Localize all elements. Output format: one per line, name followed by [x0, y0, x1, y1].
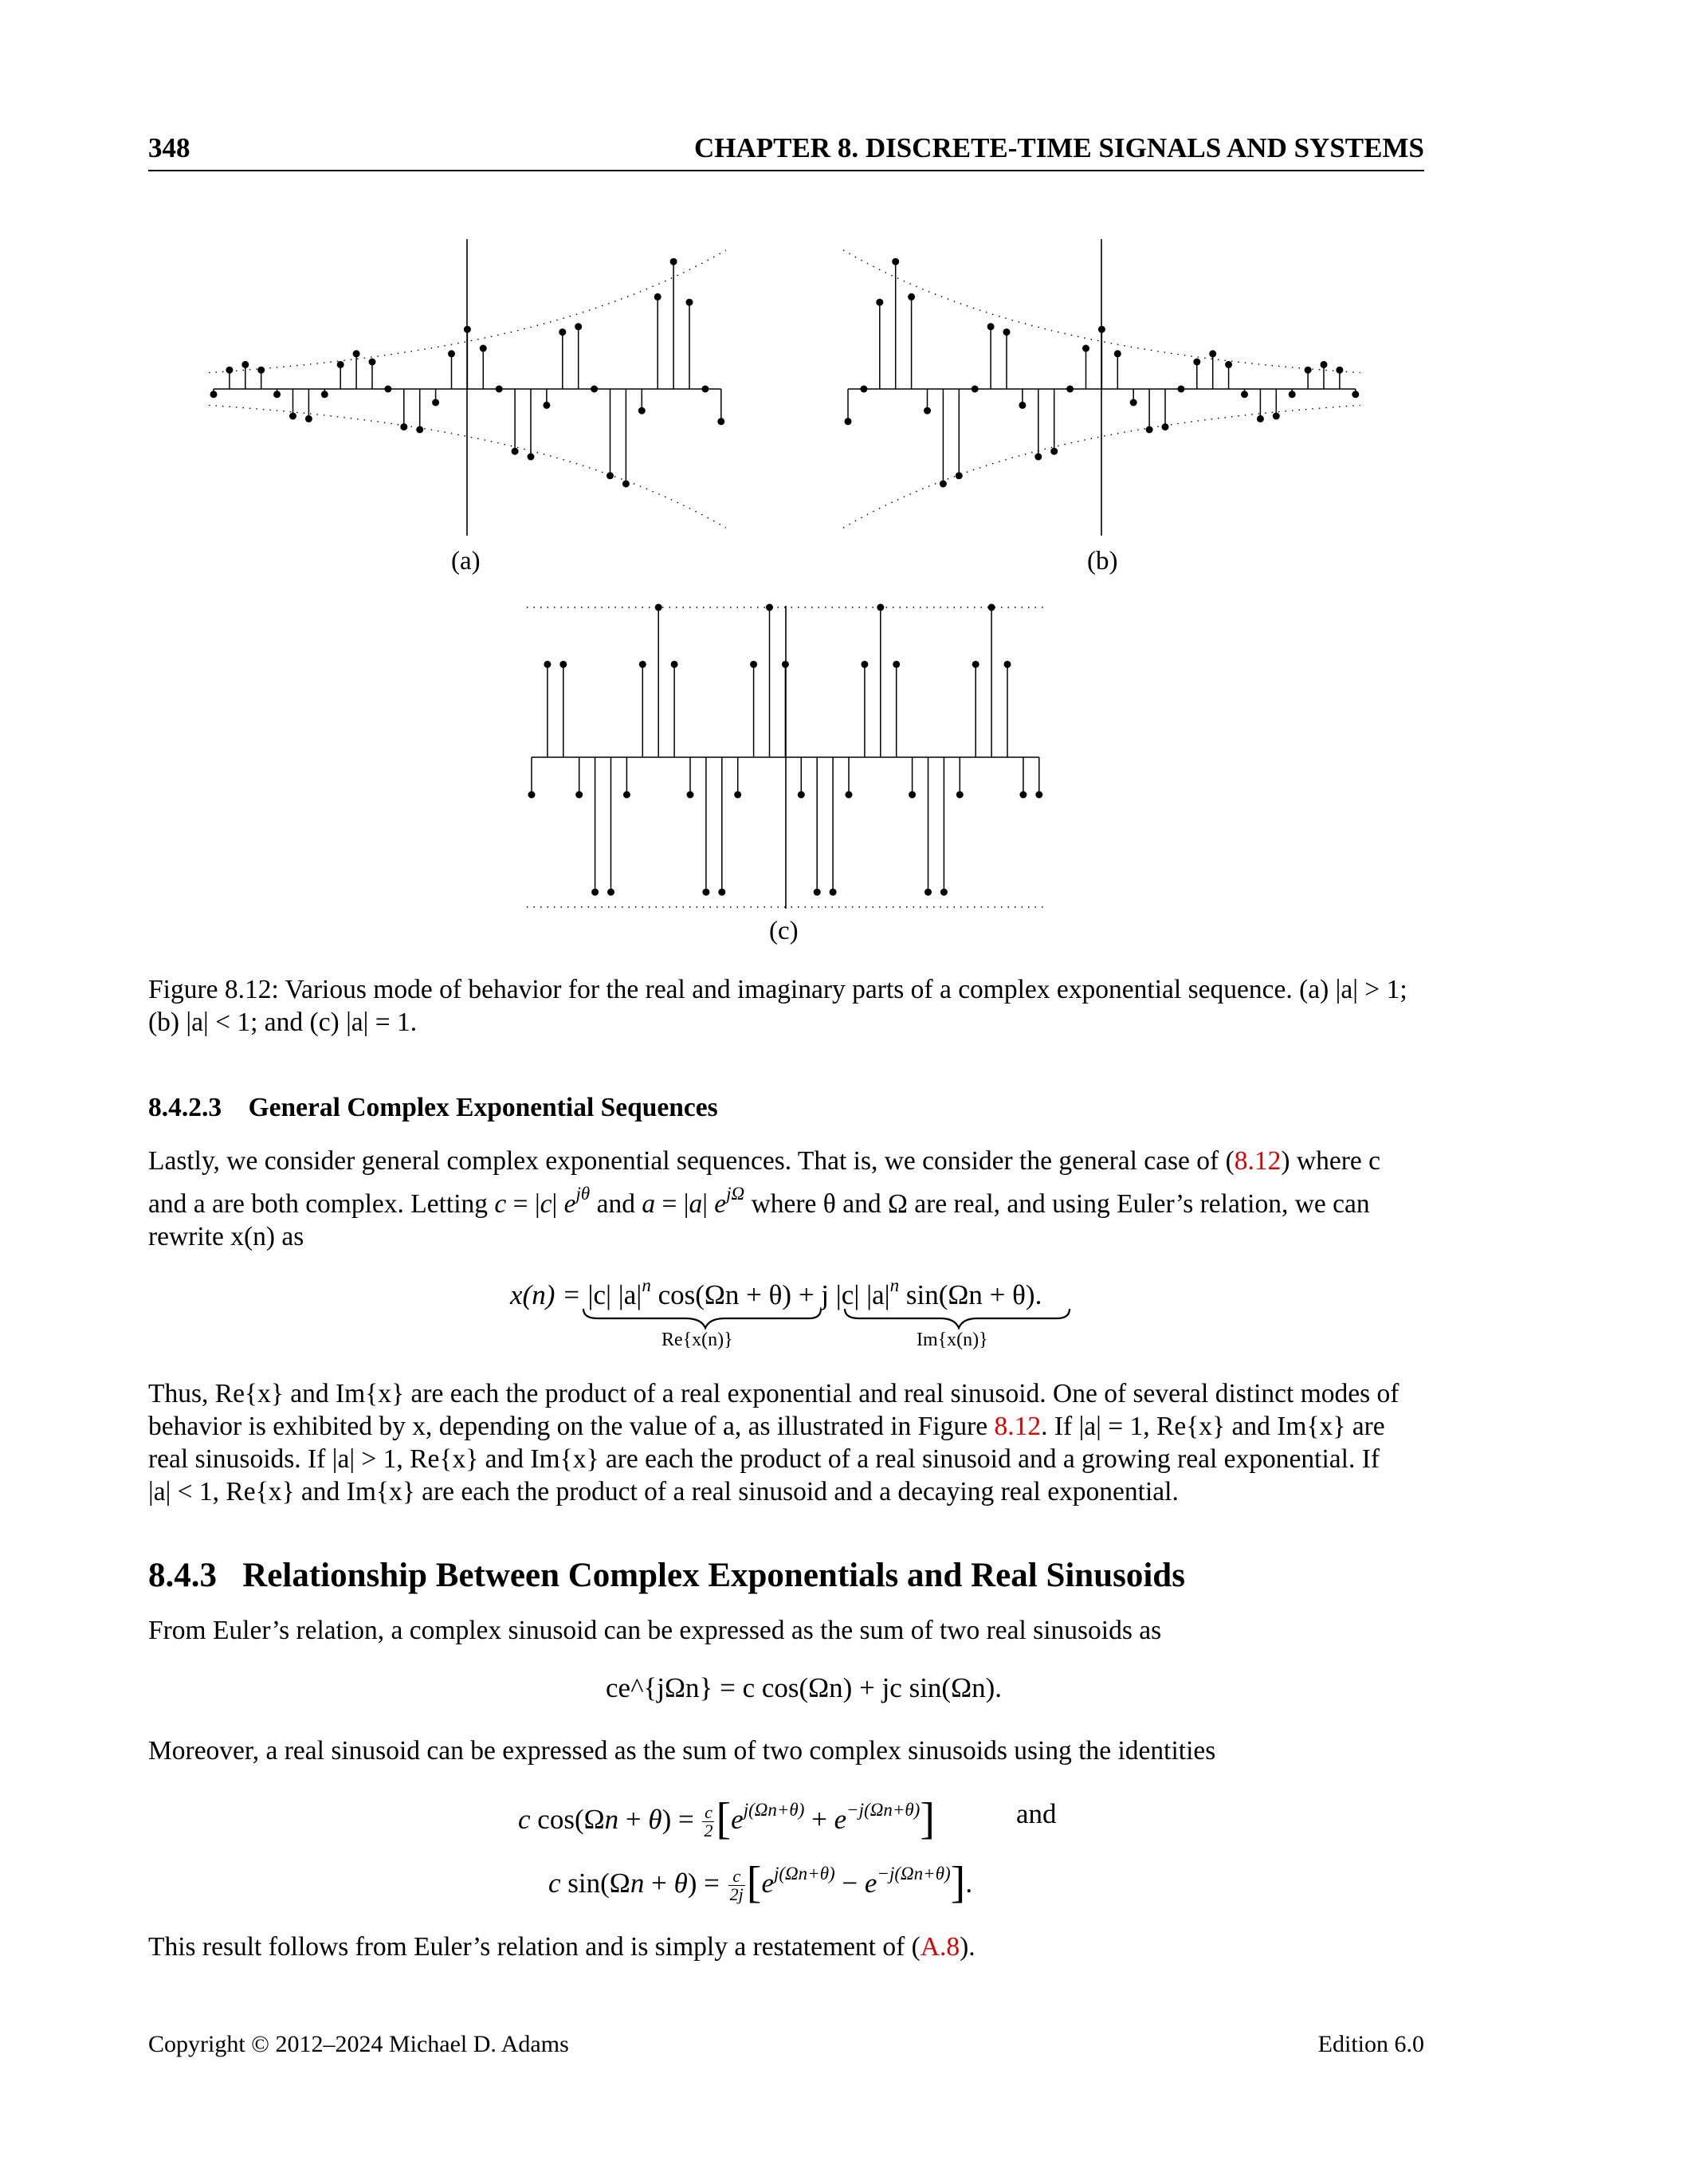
stem-marker	[877, 604, 884, 611]
stem-marker	[1177, 386, 1184, 393]
p2-line-2: behavior is exhibited by x, depending on the value of a, as illustrated in Figure 8.12. If |a| = 1, Re{x} and Im{x} are	[148, 1412, 1385, 1441]
stem-marker	[384, 386, 391, 393]
re-term: |c| $|a|^n$ cos(Ωn + θ)	[587, 1275, 792, 1310]
stem-marker	[717, 418, 724, 425]
stem-marker	[559, 661, 567, 668]
stem-marker	[1305, 367, 1312, 374]
subsection-heading	[148, 1093, 718, 1123]
stem-marker	[956, 472, 963, 479]
stem-marker	[321, 391, 328, 398]
stem-marker	[654, 293, 661, 300]
stem-marker	[940, 481, 947, 488]
stem-marker	[337, 361, 344, 368]
p2-line-4: |a| < 1, Re{x} and Im{x} are each the product of a real sinusoid and a decaying real exponential.	[148, 1477, 1179, 1506]
p1-line-1: Lastly, we consider general complex exponential sequences. That is, we consider the general case of (8.12) where c	[148, 1146, 1380, 1176]
stem-marker	[559, 328, 566, 336]
stem-marker	[353, 350, 360, 357]
section-paragraph-1: From Euler’s relation, a complex sinusoid can be expressed as the sum of two real sinusoids as	[148, 1616, 1162, 1645]
re-label: Re{x(n)}	[661, 1330, 733, 1350]
stem-marker	[750, 661, 757, 668]
stem-marker	[924, 407, 931, 414]
stem-marker	[687, 792, 694, 799]
running-header: CHAPTER 8. DISCRETE-TIME SIGNALS AND SYSTEMS	[693, 132, 1424, 163]
section-title: Relationship Between Complex Exponentials and Real Sinusoids	[242, 1557, 1185, 1594]
stem-marker	[1034, 454, 1042, 461]
page-number: 348	[148, 132, 190, 163]
stem-marker	[846, 792, 853, 799]
stem-marker	[400, 423, 407, 430]
p1-line-2: and a are both complex. Letting c = |c| $e^{j\theta}$ and a = |a| $e^{j\Omega}$ where θ and Ω are real, and using Euler’s relation, we can	[148, 1184, 1370, 1219]
stem-marker	[734, 792, 741, 799]
stem-marker	[622, 481, 630, 488]
stem-marker	[623, 792, 630, 799]
stem-marker	[416, 426, 423, 434]
section-paragraph-3: This result follows from Euler’s relation and is simply a restatement of (A.8).	[148, 1932, 976, 1962]
stem-marker	[1130, 399, 1137, 407]
stem-marker	[1321, 361, 1328, 368]
stem-marker	[607, 472, 614, 479]
stem-marker	[1257, 415, 1264, 422]
stem-marker	[702, 889, 709, 896]
underbraces	[582, 1307, 1076, 1331]
p1-line-3: rewrite x(n) as	[148, 1222, 304, 1251]
stem-marker	[718, 889, 725, 896]
stem-marker	[1162, 423, 1169, 430]
stem-marker	[591, 386, 598, 393]
panel-b-label: (b)	[1087, 547, 1118, 575]
stem-marker	[496, 386, 503, 393]
im-label: Im{x(n)}	[917, 1330, 988, 1350]
stem-marker	[860, 386, 867, 393]
stem-marker	[766, 604, 773, 611]
stem-marker	[1209, 350, 1216, 357]
stem-marker	[1019, 402, 1026, 409]
panel-a-label: (a)	[451, 547, 481, 575]
stem-marker	[480, 345, 487, 352]
stem-marker	[1035, 792, 1042, 799]
stem-marker	[210, 391, 218, 398]
stem-marker	[972, 661, 979, 668]
stem-marker	[972, 386, 979, 393]
stem-marker	[1225, 361, 1232, 368]
section-heading	[148, 1556, 1185, 1595]
panel-c-plot	[527, 604, 1044, 909]
stem-marker	[1004, 661, 1011, 668]
stem-marker	[432, 399, 439, 407]
panel-c-label: (c)	[769, 917, 799, 945]
stem-marker	[908, 293, 915, 300]
stem-marker	[1352, 391, 1359, 398]
stem-marker	[701, 386, 709, 393]
paragraph-general-exp	[148, 1145, 1424, 1253]
stem-marker	[987, 323, 995, 330]
stem-marker	[1146, 426, 1153, 434]
footer-copyright: Copyright © 2012–2024 Michael D. Adams	[148, 2031, 569, 2057]
stem-marker	[591, 889, 599, 896]
stem-marker	[305, 415, 312, 422]
stem-marker	[1019, 792, 1027, 799]
stem-marker	[1193, 359, 1200, 366]
stem-marker	[289, 413, 296, 420]
stem-marker	[782, 661, 789, 668]
stem-marker	[528, 454, 535, 461]
stem-marker	[1082, 345, 1089, 352]
stem-marker	[845, 418, 852, 425]
equation-x-n: x(n) = |c| $|a|^n$ cos(Ωn + θ) + j |c| $|a|^n$ sin(Ωn + θ).	[510, 1275, 1042, 1310]
figure-8-12	[0, 0, 1688, 956]
p2-line-1: Thus, Re{x} and Im{x} are each the product of a real exponential and real sinusoid. One of several distinct modes of	[148, 1379, 1399, 1408]
stem-marker	[1241, 391, 1248, 398]
stem-marker	[1289, 391, 1296, 398]
stem-marker	[655, 604, 662, 611]
stem-marker	[892, 258, 899, 265]
stem-marker	[861, 661, 868, 668]
im-term: |c| $|a|^n$ sin(Ωn + θ)	[835, 1275, 1035, 1310]
equation-sin-identity: c sin(Ωn + θ) = $\frac{c}{2j}$ $[e^{j(\Omega n+\theta)} - e^{-j(\Omega n+\theta)}]$.	[548, 1858, 973, 1907]
stem-marker	[1098, 326, 1105, 333]
footer-edition: Edition 6.0	[1317, 2031, 1424, 2057]
stem-marker	[909, 792, 916, 799]
figure-ref-8-12[interactable]: 8.12	[994, 1412, 1042, 1441]
p2-line-3: real sinusoids. If |a| > 1, Re{x} and Im{x} are each the product of a real sinusoid and a growing real exponential. If	[148, 1444, 1380, 1474]
paragraph-modes	[148, 1377, 1424, 1508]
stem-marker	[798, 792, 805, 799]
stem-marker	[1050, 448, 1058, 455]
figure-caption	[148, 973, 1424, 1039]
stem-marker	[638, 407, 646, 414]
equation-euler: ce^{jΩn} = c cos(Ωn) + jc sin(Ωn).	[606, 1672, 1002, 1703]
stem-marker	[241, 361, 249, 368]
stem-marker	[1273, 413, 1280, 420]
panel-a-plot	[209, 239, 726, 536]
stem-marker	[575, 792, 583, 799]
stem-marker	[670, 258, 677, 265]
stem-marker	[686, 299, 693, 306]
stem-marker	[956, 792, 964, 799]
stem-marker	[273, 391, 281, 398]
caption-line-1: Figure 8.12: Various mode of behavior for the real and imaginary parts of a complex exponential sequence. (a) |a| > 1;	[148, 975, 1407, 1004]
eq-ref-a-8[interactable]: A.8	[920, 1932, 960, 1962]
stem-marker	[607, 889, 614, 896]
stem-marker	[940, 889, 948, 896]
eq-ref-8-12[interactable]: 8.12	[1234, 1146, 1282, 1176]
caption-line-2: (b) |a| < 1; and (c) |a| = 1.	[148, 1008, 418, 1037]
stem-marker	[924, 889, 932, 896]
section-paragraph-2: Moreover, a real sinusoid can be expressed as the sum of two complex sinusoids using the identities	[148, 1736, 1216, 1766]
subsection-title: General Complex Exponential Sequences	[248, 1093, 718, 1122]
stem-marker	[830, 889, 837, 896]
stem-marker	[1066, 386, 1074, 393]
stem-marker	[814, 889, 821, 896]
stem-marker	[257, 367, 265, 374]
stem-marker	[639, 661, 646, 668]
stem-marker	[876, 299, 883, 306]
stem-marker	[543, 402, 550, 409]
stem-marker	[448, 350, 455, 357]
stem-marker	[369, 359, 376, 366]
stem-marker	[1336, 367, 1343, 374]
stem-marker	[512, 448, 519, 455]
and-word: and	[1016, 1798, 1057, 1829]
equation-cos-identity: c cos(Ωn + θ) = $\frac{c}{2}$ $[e^{j(\Omega n+\theta)} + e^{-j(\Omega n+\theta)}]$	[518, 1794, 935, 1844]
stem-marker	[528, 792, 536, 799]
stem-marker	[1114, 350, 1121, 357]
stem-marker	[226, 367, 233, 374]
stem-marker	[1003, 328, 1011, 336]
section-number: 8.4.3	[148, 1557, 217, 1594]
stem-marker	[575, 323, 582, 330]
stem-marker	[671, 661, 678, 668]
stem-marker	[988, 604, 995, 611]
stem-marker	[893, 661, 900, 668]
subsection-number: 8.4.2.3	[148, 1093, 222, 1122]
stem-marker	[464, 326, 471, 333]
stem-marker	[544, 661, 551, 668]
panel-b-plot	[843, 239, 1360, 536]
